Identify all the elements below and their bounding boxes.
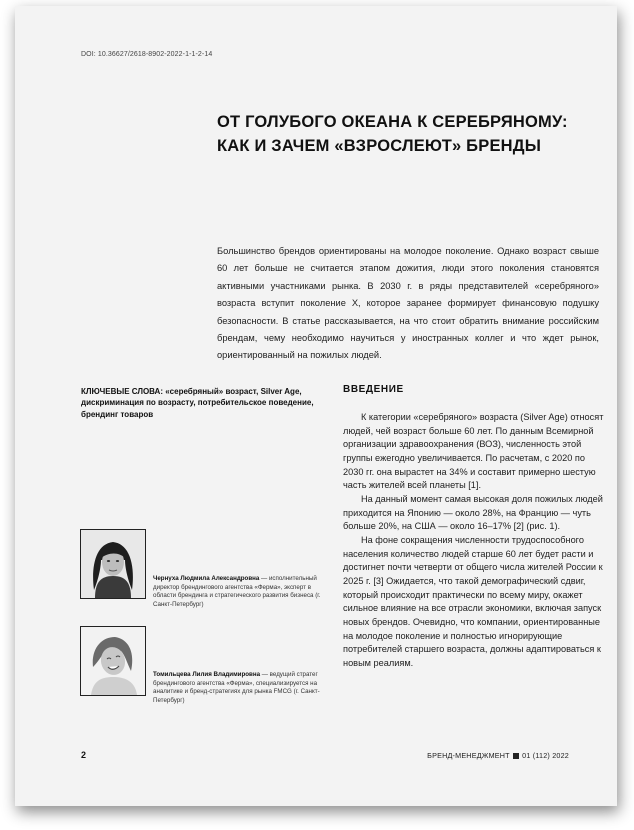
article-title xyxy=(217,110,597,158)
journal-page xyxy=(15,6,617,806)
author-photo xyxy=(80,529,146,599)
running-footer xyxy=(427,751,569,760)
section-heading: ВВЕДЕНИЕ xyxy=(343,384,404,395)
portrait-woman-dark-hair xyxy=(81,530,145,598)
issue-number: 01 (112) 2022 xyxy=(522,751,569,760)
abstract: Большинство брендов ориентированы на молодое поколение. Однако возраст свыше 60 лет больше не считается этапом дожития, люди этого поколения становятся активными участниками рынка. В 2030 г. в ряды представителей «серебряного» возраста вступит поколение X, которое заранее формирует финансовую подушку безопасности. В статье рассказывается, на что стоит обратить внимание российским брендам, чему необходимо научиться у иностранных коллег и что ждет рынок, ориентированный на пожилых людей. xyxy=(217,246,599,361)
author-bio xyxy=(153,671,335,705)
title-line-1: ОТ ГОЛУБОГО ОКЕАНА К СЕРЕБРЯНОМУ: xyxy=(217,113,568,131)
journal-name: БРЕНД-МЕНЕДЖМЕНТ xyxy=(427,751,510,760)
author-bio xyxy=(153,575,335,609)
paragraph: На данный момент самая высокая доля пожилых людей приходится на Японию — около 28%, на Францию — чуть больше 20%, на США — около 16–17% [2] (рис. 1). xyxy=(343,493,603,532)
author-role: — ведущий стратег брендингового агентства «Ферма», специализируется на аналитике и бренд-стратегиях для рынка FMCG (г. Санкт-Петербург) xyxy=(153,671,320,704)
author-name: Томильцева Лилия Владимировна xyxy=(153,671,261,678)
body-text xyxy=(343,411,605,670)
portrait-woman-smiling xyxy=(81,627,145,695)
paragraph: К категории «серебряного» возраста (Silver Age) относят людей, чей возраст больше 60 лет. По данным Всемирной организации здравоохранения (ВОЗ), численность этой группы ежегодно увеличивается. По расчетам, с 2020 по 2030 гг. она вырастет на 34% и составит примерно шестую часть жителей всей планеты [1]. xyxy=(343,412,604,491)
paragraph: На фоне сокращения численности трудоспособного населения количество людей старше 60 лет будет расти и достигнет почти четверти от общего числа жителей России к 2025 г. [3] Ожидается, что такой демографический сдвиг, который происходит практически по всему миру, окажет сильное влияние на все отрасли экономики, включая запуск новых брендов. Очевидно, что компании, ориентированные на молодое поколение и полностью игнорирующие потребителей старшего возраста, должны адаптироваться к новым реалиям. xyxy=(343,534,603,668)
author-name: Чернуха Людмила Александровна xyxy=(153,575,260,582)
author-role: — исполнительный директор брендингового агентства «Ферма», эксперт в области брендинга и стратегического развития бизнеса (г. Санкт-Петербург) xyxy=(153,575,321,608)
keywords: КЛЮЧЕВЫЕ СЛОВА: «серебряный» возраст, Silver Age, дискриминация по возрасту, потребительское поведение, брендинг товаров xyxy=(81,387,314,419)
square-separator-icon xyxy=(513,753,519,759)
author-photo xyxy=(80,626,146,696)
title-line-2: КАК И ЗАЧЕМ «ВЗРОСЛЕЮТ» БРЕНДЫ xyxy=(217,137,542,155)
doi: DOI: 10.36627/2618-8902-2022-1-1-2-14 xyxy=(81,51,213,58)
page-number: 2 xyxy=(81,750,87,760)
